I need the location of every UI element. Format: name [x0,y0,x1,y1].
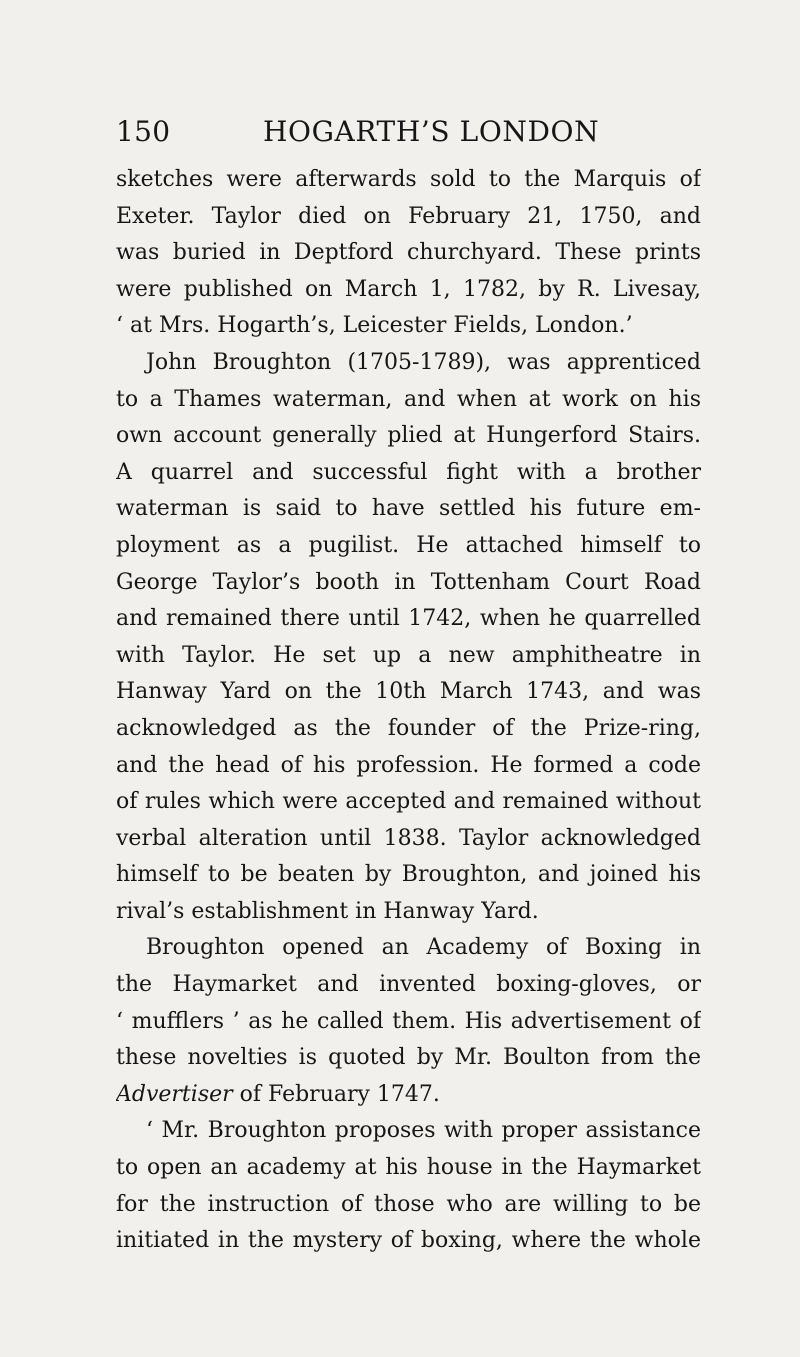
text-line: for the instruction of those who are willing to be [116,1191,701,1217]
text-line: initiated in the mystery of boxing, where the whole [116,1228,701,1254]
text-line: own account generally plied at Hungerford Stairs. [116,423,701,449]
text-line: the Haymarket and invented boxing-gloves, or [116,972,701,998]
page-number: 150 [116,115,171,148]
text-line: acknowledged as the founder of the Prize-ring, [116,715,701,741]
text-line: these novelties is quoted by Mr. Boulton from the [116,1045,701,1071]
text-line: A quarrel and successful fight with a brother [116,459,701,485]
body-text [116,162,701,1260]
text-line: were published on March 1, 1782, by R. Livesay, [116,276,701,302]
text-line-rest: of February 1747. [239,1081,440,1107]
text-line: Exeter. Taylor died on February 21, 1750, and [116,203,701,229]
text-line: ployment as a pugilist. He attached himself to [116,532,701,558]
text-line: waterman is said to have settled his future em- [116,496,701,522]
text-line: sketches were afterwards sold to the Marquis of [116,167,701,192]
text-line: Broughton opened an Academy of Boxing in [146,935,701,961]
text-line [116,1077,701,1114]
text-line: ‘ mufflers ’ as he called them. His advertisement of [116,1008,701,1034]
text-line: ‘ at Mrs. Hogarth’s, Leicester Fields, London.’ [116,313,633,339]
running-title: HOGARTH’S LONDON [263,115,600,148]
text-line: John Broughton (1705-1789), was apprenticed [146,349,701,375]
text-line: rival’s establishment in Hanway Yard. [116,898,539,924]
text-line: to open an academy at his house in the Haymarket [116,1155,701,1181]
text-line: and remained there until 1742, when he quarrelled [116,606,701,632]
text-line: and the head of his profession. He formed a code [116,752,701,778]
text-line: with Taylor. He set up a new amphitheatre in [116,642,701,668]
running-head [116,112,701,152]
text-line: verbal alteration until 1838. Taylor acknowledged [116,825,701,851]
text-line: ‘ Mr. Broughton proposes with proper assistance [146,1118,701,1144]
text-line: to a Thames waterman, and when at work on his [116,386,701,412]
advertiser-title: Advertiser [116,1081,233,1107]
text-line: Hanway Yard on the 10th March 1743, and was [116,679,701,705]
text-line: of rules which were accepted and remained without [116,789,701,815]
text-line: himself to be beaten by Broughton, and joined his [116,862,701,888]
text-line: was buried in Deptford churchyard. These prints [116,240,701,266]
text-line: George Taylor’s booth in Tottenham Court Road [116,569,701,595]
